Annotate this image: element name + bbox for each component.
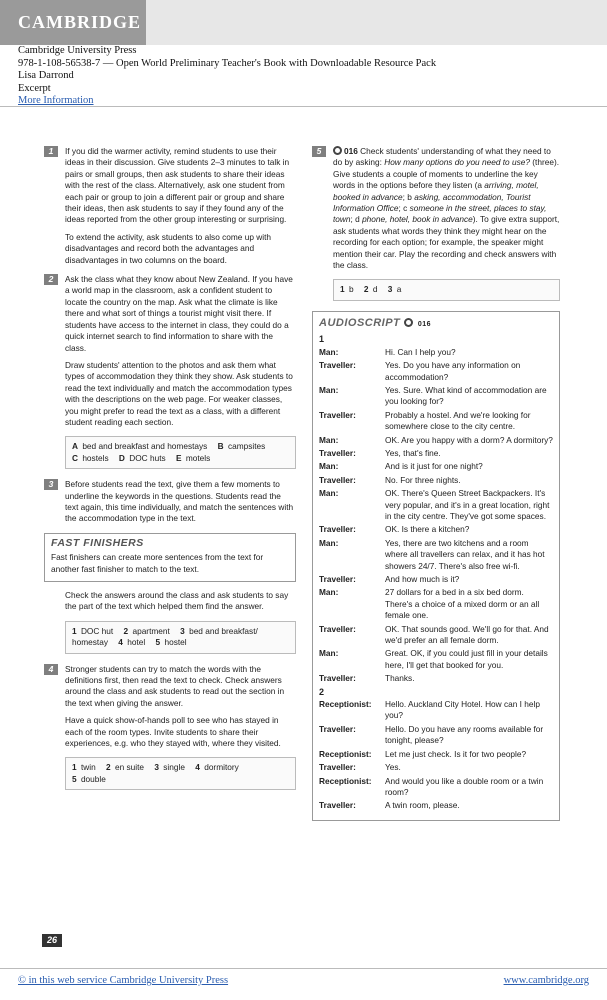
paragraph: Have a quick show-of-hands poll to see who has stayed in each of the room types. Invite students to share their experiences, e.g. who they stayed with, where they visited. <box>65 715 281 749</box>
section-number: 5 <box>312 146 326 157</box>
paragraph: Ask the class what they know about New Zealand. If you have a world map in the classroom, ask a confident student to locate the country on the map. Ask what the climate is like there and what sort of things a tourist might visit there. If students have access to the internet in class, they could do a quick internet search to find information to share with the class. <box>65 274 293 353</box>
cambridge-site-link[interactable]: www.cambridge.org <box>503 975 589 986</box>
section-3-check <box>44 590 296 613</box>
answer-key-4: 1 twin 2 en suite 3 single 4 dormitory 5 double <box>65 757 296 790</box>
utterance: Thanks. <box>385 673 415 684</box>
utterance: 27 dollars for a bed in a six bed dorm. There's a choice of a mixed dorm or an all female one. <box>385 587 540 621</box>
part-number: 2 <box>319 686 325 697</box>
paragraph: Draw students' attention to the photos and ask them what types of accommodation they think they show. Ask students to read the text individually and match the accommodation types with the descriptions on the web page. For weaker classes, you might prefer to read the text as a class, with a different student reading each section. <box>65 359 293 427</box>
dialogue-part-1 <box>319 347 553 685</box>
answer-key-3: 1 DOC hut 2 apartment 3 bed and breakfast/ homestay 4 hotel 5 hostel <box>65 621 296 654</box>
speaker: Man: <box>319 537 339 548</box>
doc-type: Excerpt <box>18 82 51 94</box>
speaker: Traveller: <box>319 623 356 634</box>
utterance: No. For three nights. <box>385 474 461 485</box>
dialogue-line <box>319 410 553 433</box>
answer-key-2: A bed and breakfast and homestays B campsites C hostels D DOC huts E motels <box>65 436 296 469</box>
utterance: A twin room, please. <box>385 800 460 811</box>
page-number: 26 <box>42 934 62 947</box>
speaker: Man: <box>319 648 339 659</box>
speaker: Man: <box>319 384 339 395</box>
utterance: Hi. Can I help you? <box>385 346 456 357</box>
paragraph: Before students read the text, give them a few moments to underline the keywords in the questions. Students read the text again, this time individually, and match the sentences with the accommodation type in the text. <box>65 479 294 524</box>
utterance: And is it just for one night? <box>385 461 483 472</box>
audio-cd-icon <box>404 318 413 327</box>
fast-finishers-box <box>44 533 296 582</box>
utterance: Let me just check. Is it for two people? <box>385 748 527 759</box>
speaker: Receptionist: <box>319 699 372 710</box>
utterance: OK. There's Queen Street Backpackers. It's very popular, and it's in a great location, right in the city centre. They've got some spaces. <box>385 488 550 521</box>
utterance: Great. OK, if you could just fill in your details here, I'll get that booked for you. <box>385 648 548 670</box>
dialogue-line <box>319 360 553 383</box>
dialogue-line <box>319 762 553 773</box>
dialogue-line <box>319 587 553 621</box>
audioscript-title: AUDIOSCRIPT 016 <box>319 316 432 329</box>
section-number: 3 <box>44 479 58 490</box>
utterance: OK. Are you happy with a dorm? A dormitory? <box>385 434 553 445</box>
dialogue-line <box>319 574 553 585</box>
header-banner <box>0 0 607 45</box>
dialogue-line <box>319 724 553 747</box>
dialogue-part-2 <box>319 699 553 812</box>
right-column <box>312 146 560 821</box>
dialogue-line <box>319 648 553 671</box>
utterance: Yes. <box>385 762 401 773</box>
fast-finishers-body: Fast finishers can create more sentences from the text for another fast finisher to match to the text. <box>51 552 264 574</box>
dialogue-line <box>319 749 553 760</box>
dialogue-line <box>319 461 553 472</box>
audio-cd-icon <box>333 146 342 155</box>
answer-key-5: 1 b 2 d 3 a <box>333 279 560 300</box>
fast-finishers-title: FAST FINISHERS <box>51 536 144 549</box>
dialogue-line <box>319 776 553 799</box>
dialogue-line <box>319 673 553 684</box>
section-number: 4 <box>44 664 58 675</box>
utterance: Yes. Sure. What kind of accommodation are you looking for? <box>385 384 547 407</box>
speaker: Traveller: <box>319 360 356 371</box>
dialogue-line <box>319 538 553 572</box>
speaker: Traveller: <box>319 447 356 458</box>
paragraph: Check the answers around the class and ask students to say the part of the text which helped them find the answer. <box>65 590 289 612</box>
publisher: Cambridge University Press <box>18 45 137 56</box>
dialogue-line <box>319 448 553 459</box>
more-information-link[interactable]: More Information <box>18 95 94 107</box>
footer-divider <box>0 968 607 969</box>
paragraph: If you did the warmer activity, remind students to use their ideas in their discussion. Give students 2–3 minutes to talk in pairs or small groups, then ask students to share their ideas with the rest of the class. Alternatively, ask one student from each pair or group to join a different pair or group and share their ideas, then ask students to say if they found any of the ideas reported from the other group interesting or surprising. <box>65 146 290 225</box>
section-5 <box>312 146 560 271</box>
speaker: Traveller: <box>319 762 356 773</box>
utterance: Yes. Do you have any information on accommodation? <box>385 360 521 382</box>
section-4 <box>44 664 296 750</box>
part-number: 1 <box>319 334 325 345</box>
speaker: Traveller: <box>319 474 356 485</box>
utterance: Hello. Auckland City Hotel. How can I help you? <box>385 699 540 721</box>
speaker: Traveller: <box>319 409 356 420</box>
paragraph: Stronger students can try to match the words with the definitions first, then read the text to check. Check answers around the class and ask students to read out the section in the text when giving the answer. <box>65 663 285 708</box>
section-2 <box>44 274 296 428</box>
document-metadata <box>18 45 436 108</box>
utterance: OK. Is there a kitchen? <box>385 524 470 535</box>
section-number: 2 <box>44 274 58 285</box>
dialogue-line <box>319 488 553 522</box>
header-divider <box>0 106 607 107</box>
utterance: Yes, that's fine. <box>385 447 441 458</box>
paragraph: To extend the activity, ask students to also come up with disadvantages and record both the advantages and disadvantages in two columns on the board. <box>65 231 271 265</box>
speaker: Man: <box>319 346 339 357</box>
speaker: Traveller: <box>319 723 356 734</box>
utterance: And would you like a double room or a twin room? <box>385 775 544 797</box>
speaker: Traveller: <box>319 524 356 535</box>
isbn-title: 978-1-108-56538-7 — Open World Preliminary Teacher's Book with Downloadable Resource Pack <box>18 57 437 69</box>
utterance: OK. That sounds good. We'll go for that. And we'd prefer an all female dorm. <box>385 623 549 646</box>
speaker: Traveller: <box>319 574 356 584</box>
dialogue-line <box>319 475 553 486</box>
audioscript-box <box>312 311 560 821</box>
speaker: Traveller: <box>319 673 356 684</box>
cambridge-logo: CAMBRIDGE <box>0 0 146 45</box>
speaker: Receptionist: <box>319 775 372 786</box>
left-column <box>44 146 296 800</box>
utterance: Probably a hostel. And we're looking for somewhere close to the city centre. <box>385 409 531 432</box>
utterance: And how much is it? <box>385 574 460 584</box>
dialogue-line <box>319 524 553 535</box>
section-number: 1 <box>44 146 58 157</box>
utterance: Hello. Do you have any rooms available for tonight, please? <box>385 723 544 746</box>
dialogue-line <box>319 347 553 358</box>
paragraph: 016 Check students' understanding of what they need to do by asking: How many options do you need to use? (three). Give students a couple of moments to underline the key words in the options before they listen (a arriving, motel, booked in advance; b asking, accommodation, Tourist Information Office; c someone in the street, places to stay, town; d phone, hotel, book in advance). To give extra support, ask students what words they think they might hear on the recording for each option; for example, the speaker might mention their car. Play the recording and check answers with the class. <box>333 146 560 271</box>
speaker: Man: <box>319 434 339 445</box>
section-1 <box>44 146 296 266</box>
speaker: Man: <box>319 461 339 472</box>
banner-fill <box>146 0 607 45</box>
dialogue-line <box>319 800 553 811</box>
speaker: Traveller: <box>319 800 356 811</box>
author: Lisa Darrond <box>18 70 74 82</box>
dialogue-line <box>319 624 553 647</box>
speaker: Receptionist: <box>319 748 372 759</box>
dialogue-line <box>319 385 553 408</box>
section-3 <box>44 479 296 525</box>
dialogue-line <box>319 699 553 722</box>
speaker: Man: <box>319 587 339 598</box>
utterance: Yes, there are two kitchens and a room where all travellers can relax, and it has hot showers 24/7. There's also free wi-fi. <box>385 537 545 571</box>
dialogue-line <box>319 435 553 446</box>
copyright-link[interactable]: © in this web service Cambridge University Press <box>18 975 229 986</box>
speaker: Man: <box>319 488 339 499</box>
